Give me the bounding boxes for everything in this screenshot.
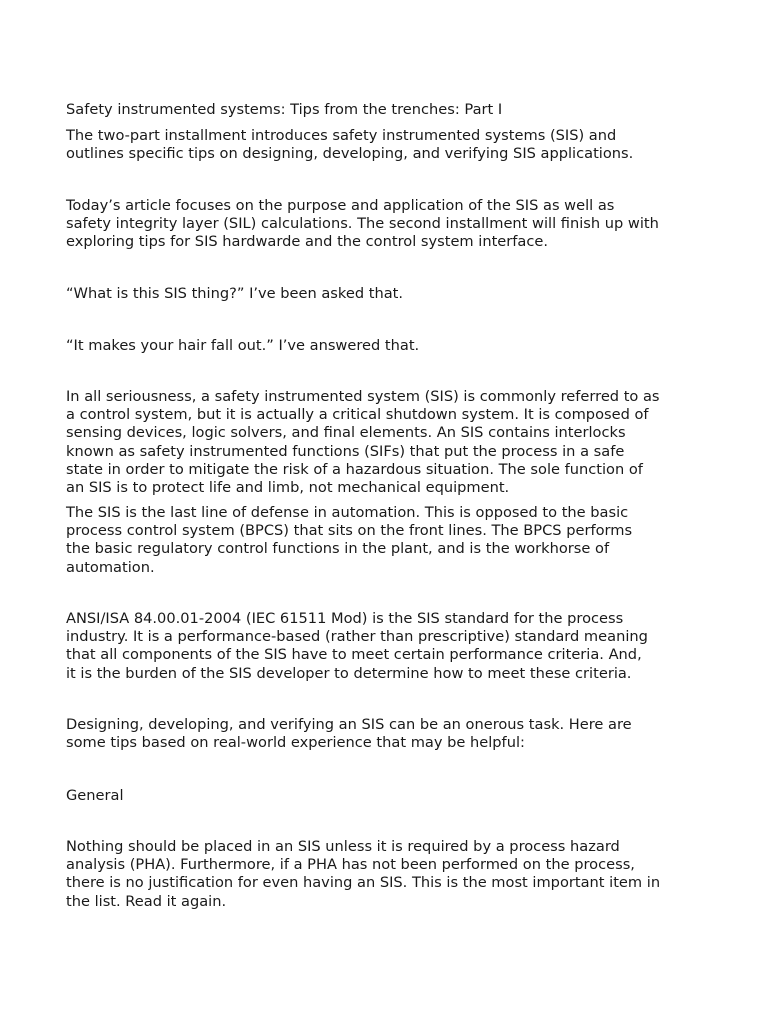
text-line: that all components of the SIS have to meet certain performance criteria. And, (66, 646, 642, 664)
text-line: Nothing should be placed in an SIS unless it is required by a process hazard (66, 838, 620, 855)
paragraph-intro (66, 127, 696, 163)
text-line: Designing, developing, and verifying an SIS can be an onerous task. Here are (66, 716, 632, 733)
text-line: ANSI/ISA 84.00.01-2004 (IEC 61511 Mod) is the SIS standard for the process (66, 610, 624, 627)
text-line: known as safety instrumented functions (SIFs) that put the process in a safe (66, 442, 625, 460)
text-line: there is no justification for even having an SIS. This is the most important item in (66, 874, 661, 892)
paragraph-question (66, 285, 696, 303)
text-line: “It makes your hair fall out.” I’ve answered that. (66, 337, 420, 354)
paragraph-pha (66, 838, 696, 911)
text-line: The SIS is the last line of defense in automation. This is opposed to the basic (66, 504, 629, 521)
paragraph-standard (66, 610, 696, 683)
text-line: a control system, but it is actually a critical shutdown system. It is composed of (66, 406, 649, 424)
text-line: it is the burden of the SIS developer to determine how to meet these criteria. (66, 664, 632, 682)
document-title (66, 101, 696, 119)
paragraph-last-line-of-defense (66, 504, 696, 577)
text-line: state in order to mitigate the risk of a hazardous situation. The sole function of (66, 460, 643, 478)
text-line: outlines specific tips on designing, developing, and verifying SIS applications. (66, 145, 634, 163)
text-line: industry. It is a performance-based (rather than prescriptive) standard meaning (66, 628, 648, 646)
text-line: In all seriousness, a safety instrumented system (SIS) is commonly referred to as (66, 388, 660, 405)
title-line: Safety instrumented systems: Tips from the trenches: Part I (66, 101, 503, 118)
text-line: an SIS is to protect life and limb, not mechanical equipment. (66, 479, 510, 497)
section-heading-general (66, 787, 696, 805)
text-line: automation. (66, 558, 155, 576)
text-line: The two-part installment introduces safety instrumented systems (SIS) and (66, 127, 617, 144)
paragraph-tips-intro (66, 716, 696, 752)
text-line: “What is this SIS thing?” I’ve been asked that. (66, 285, 404, 302)
text-line: the list. Read it again. (66, 892, 227, 910)
paragraph-answer (66, 337, 696, 355)
text-line: the basic regulatory control functions in the plant, and is the workhorse of (66, 540, 610, 558)
text-line: analysis (PHA). Furthermore, if a PHA has not been performed on the process, (66, 856, 635, 874)
text-line: some tips based on real-world experience that may be helpful: (66, 734, 525, 752)
text-line: process control system (BPCS) that sits on the front lines. The BPCS performs (66, 522, 633, 540)
document-page (66, 0, 696, 1024)
text-line: safety integrity layer (SIL) calculations. The second installment will finish up with (66, 215, 659, 233)
paragraph-seriousness (66, 388, 696, 497)
text-line: sensing devices, logic solvers, and final elements. An SIS contains interlocks (66, 424, 626, 442)
text-line: exploring tips for SIS hardwarde and the control system interface. (66, 233, 549, 251)
text-line: General (66, 787, 124, 804)
paragraph-article-focus (66, 197, 696, 252)
text-line: Today’s article focuses on the purpose and application of the SIS as well as (66, 197, 615, 214)
